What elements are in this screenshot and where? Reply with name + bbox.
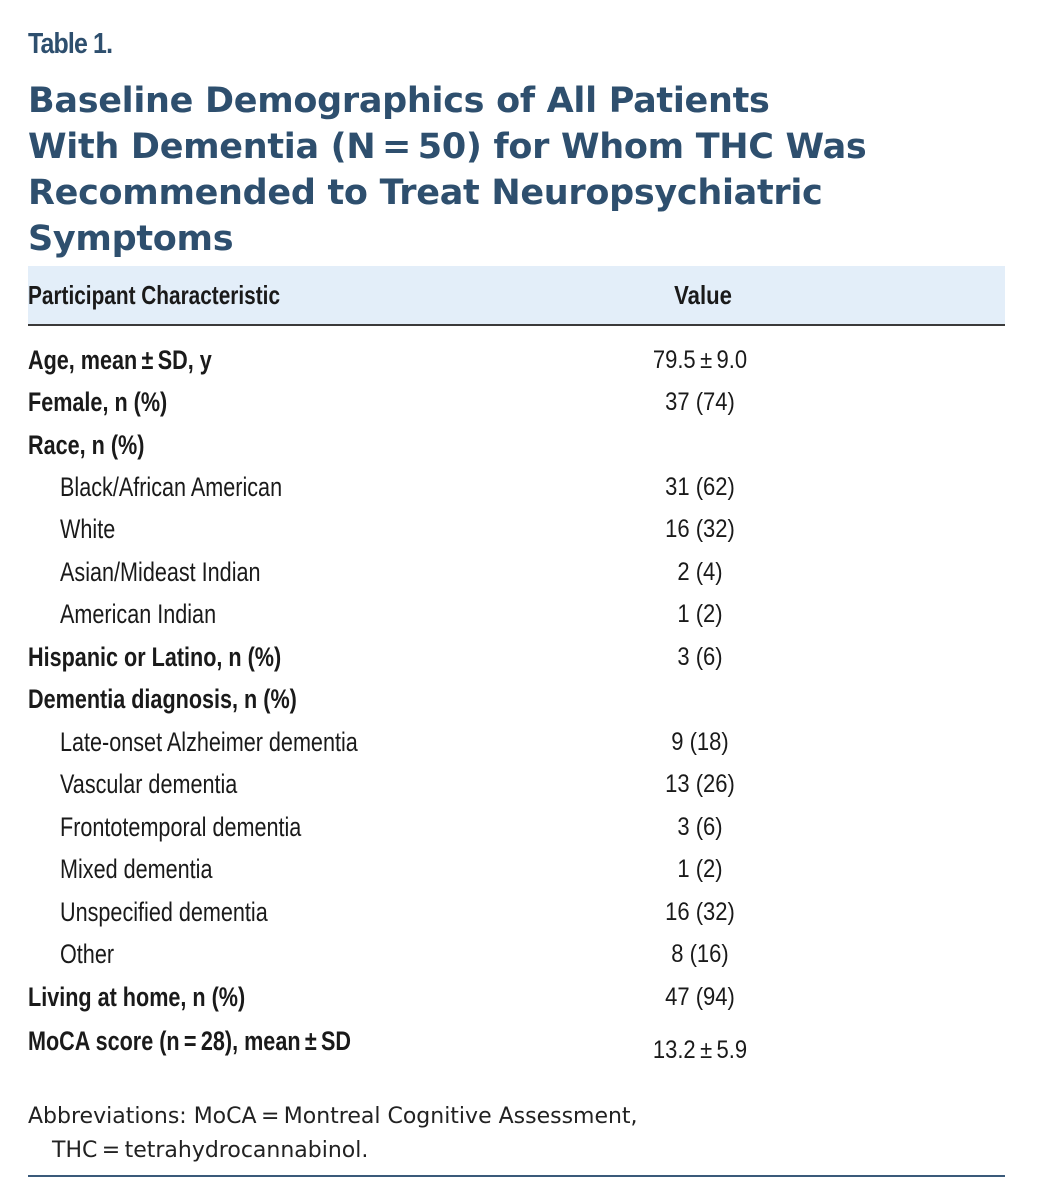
table-row — [28, 342, 1005, 382]
row-value-text: 13 (26) — [665, 770, 735, 798]
row-label: Other — [60, 939, 115, 969]
table-row — [28, 851, 1005, 891]
table-footnote — [28, 1100, 1005, 1168]
table-row — [28, 511, 1005, 551]
row-label: Mixed dementia — [60, 854, 213, 884]
row-label: Living at home, n (%) — [28, 982, 246, 1012]
row-label: Vascular dementia — [60, 769, 238, 799]
table-title — [28, 78, 888, 262]
title-line: Recommended to Treat Neuropsychiatric — [28, 173, 823, 213]
bottom-divider — [28, 1175, 1005, 1177]
table-row — [28, 469, 1005, 509]
row-label: Frontotemporal dementia — [60, 812, 302, 842]
row-value-text: 9 (18) — [671, 728, 729, 756]
row-value-text: 16 (32) — [665, 898, 735, 926]
title-line: Baseline Demographics of All Patients — [28, 81, 770, 121]
row-value-text: 47 (94) — [665, 983, 735, 1011]
row-label: Age, mean ± SD, y — [28, 345, 212, 375]
footnote-line: Abbreviations: MoCA = Montreal Cognitive Assessment, — [28, 1104, 638, 1129]
table-row — [28, 766, 1005, 806]
row-value-text: 1 (2) — [677, 855, 723, 883]
row-value-text: 31 (62) — [665, 473, 735, 501]
row-value-text: 37 (74) — [665, 388, 735, 416]
row-value-text: 2 (4) — [677, 558, 723, 586]
row-value-text: 13.2 ± 5.9 — [652, 1036, 748, 1064]
row-value-text: 1 (2) — [677, 600, 723, 628]
header-characteristic: Participant Characteristic — [28, 280, 281, 310]
table-row — [28, 979, 1005, 1019]
row-label: Dementia diagnosis, n (%) — [28, 684, 297, 714]
row-value-text: 79.5 ± 9.0 — [652, 346, 748, 374]
row-label: Race, n (%) — [28, 430, 145, 460]
row-label: Asian/Mideast Indian — [60, 557, 261, 587]
row-label: White — [60, 514, 116, 544]
table-row — [28, 1023, 1005, 1063]
table-number: Table 1. — [28, 28, 113, 60]
table-row — [28, 809, 1005, 849]
row-label: Late-onset Alzheimer dementia — [60, 727, 358, 757]
row-label: Black/African American — [60, 472, 283, 502]
footnote-line: THC = tetrahydrocannabinol. — [52, 1138, 369, 1163]
table-row — [28, 681, 1005, 721]
row-value-text: 8 (16) — [671, 940, 729, 968]
header-value-text: Value — [674, 280, 732, 310]
table-row — [28, 554, 1005, 594]
row-value-text: 3 (6) — [677, 813, 723, 841]
table-row — [28, 894, 1005, 934]
title-line: Symptoms — [28, 219, 234, 259]
row-label: MoCA score (n = 28), mean ± SD — [28, 1026, 352, 1056]
row-label: American Indian — [60, 599, 217, 629]
table-row — [28, 384, 1005, 424]
title-line: With Dementia (N = 50) for Whom THC Was — [28, 127, 867, 167]
table-row — [28, 639, 1005, 679]
table-row — [28, 596, 1005, 636]
table-row — [28, 724, 1005, 764]
table-row — [28, 427, 1005, 467]
table-header — [28, 266, 1005, 326]
row-value-text: 16 (32) — [665, 515, 735, 543]
row-value-text: 3 (6) — [677, 643, 723, 671]
row-label: Female, n (%) — [28, 387, 168, 417]
row-label: Unspecified dementia — [60, 897, 268, 927]
row-label: Hispanic or Latino, n (%) — [28, 642, 282, 672]
table-row — [28, 936, 1005, 976]
